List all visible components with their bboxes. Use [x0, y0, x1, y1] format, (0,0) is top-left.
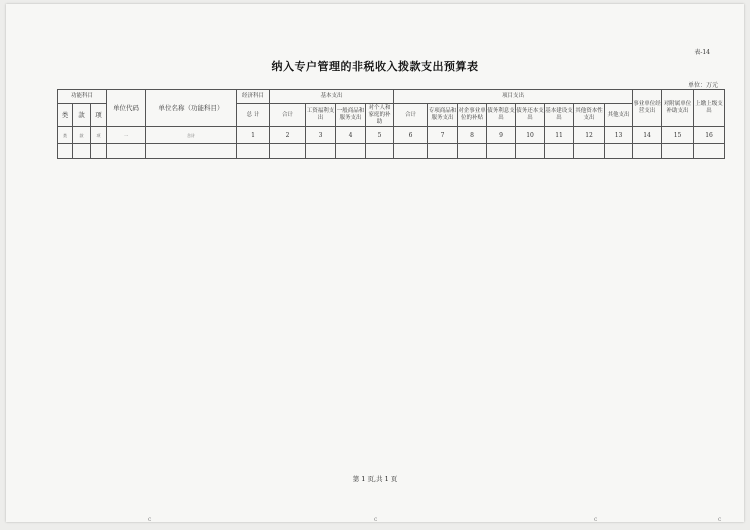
- project-col-interest: 债务利息支出: [487, 104, 516, 127]
- index-lei: 类: [58, 127, 73, 144]
- subject-code-header: 功能科目: [58, 90, 107, 104]
- empty-data-row: [58, 144, 725, 159]
- basic-expenditure-header: 基本支出: [270, 90, 394, 104]
- unit-label: 单位：万元: [687, 82, 718, 89]
- table-cell: [237, 144, 270, 159]
- column-number: 2: [270, 127, 306, 144]
- column-number: 14: [633, 127, 662, 144]
- column-number: 6: [394, 127, 428, 144]
- index-unit-code: 一: [107, 127, 146, 144]
- table-cell: [633, 144, 662, 159]
- column-number: 7: [428, 127, 458, 144]
- column-number: 11: [545, 127, 574, 144]
- column-number: 9: [487, 127, 516, 144]
- xiang-header: 项: [91, 104, 107, 127]
- page-title: 纳入专户管理的非税收入拨款支出预算表: [271, 60, 479, 73]
- index-xiang: 项: [91, 127, 107, 144]
- column-number: 3: [306, 127, 336, 144]
- table-cell: [487, 144, 516, 159]
- edge-mark: c: [718, 516, 722, 523]
- project-expenditure-header: 项目支出: [394, 90, 633, 104]
- table-cell: [394, 144, 428, 159]
- table-cell: [516, 144, 545, 159]
- project-col-other: 其他支出: [605, 104, 633, 127]
- column-number: 13: [605, 127, 633, 144]
- table-cell: [306, 144, 336, 159]
- table-cell: [91, 144, 107, 159]
- project-col-capital: 其他资本性支出: [574, 104, 605, 127]
- column-number: 1: [237, 127, 270, 144]
- document-page: [6, 4, 744, 522]
- column-number: 16: [694, 127, 725, 144]
- affiliated-units-header: 事业单位经营支出: [633, 90, 662, 127]
- budget-table: [57, 89, 725, 159]
- table-cell: [73, 144, 91, 159]
- table-cell: [270, 144, 306, 159]
- edge-mark: c: [374, 516, 378, 523]
- unit-code-header: 单位代码: [107, 90, 146, 127]
- basic-col-total: 合计: [270, 104, 306, 127]
- total-header: 总 计: [237, 104, 270, 127]
- table-cell: [146, 144, 237, 159]
- lei-header: 类: [58, 104, 73, 127]
- column-number: 5: [366, 127, 394, 144]
- table-cell: [107, 144, 146, 159]
- column-number: 12: [574, 127, 605, 144]
- table-cell: [458, 144, 487, 159]
- column-number: 15: [662, 127, 694, 144]
- table-cell: [605, 144, 633, 159]
- basic-col-goods: 一般商品和服务支出: [336, 104, 366, 127]
- index-unit-name: 合计: [146, 127, 237, 144]
- table-cell: [366, 144, 394, 159]
- edge-mark: c: [594, 516, 598, 523]
- table-cell: [662, 144, 694, 159]
- upper-remit-header: 上缴上级支出: [694, 90, 725, 127]
- column-number: 10: [516, 127, 545, 144]
- project-col-enterprise: 对企事业单位的补贴: [458, 104, 487, 127]
- table-cell: [545, 144, 574, 159]
- project-col-total: 合计: [394, 104, 428, 127]
- lower-subsidy-header: 对附属单位补助支出: [662, 90, 694, 127]
- project-col-construction: 基本建设支出: [545, 104, 574, 127]
- page-footer: 第 1 页,共 1 页: [352, 475, 398, 483]
- basic-col-personal: 对个人和家庭的补助: [366, 104, 394, 127]
- approved-subject-header: 经济科目: [237, 90, 270, 104]
- table-cell: [336, 144, 366, 159]
- table-cell: [58, 144, 73, 159]
- header-row-1: [58, 90, 725, 104]
- kuan-header: 款: [73, 104, 91, 127]
- table-cell: [428, 144, 458, 159]
- index-kuan: 款: [73, 127, 91, 144]
- index-row: [58, 127, 725, 144]
- column-number: 8: [458, 127, 487, 144]
- table-cell: [694, 144, 725, 159]
- form-number: 表-14: [694, 49, 710, 56]
- project-col-principal: 债务还本支出: [516, 104, 545, 127]
- table-cell: [574, 144, 605, 159]
- project-col-goods: 专项商品和服务支出: [428, 104, 458, 127]
- edge-mark: c: [148, 516, 152, 523]
- basic-col-wages: 工资福利支出: [306, 104, 336, 127]
- column-number: 4: [336, 127, 366, 144]
- unit-name-header: 单位名称（功能科目）: [146, 90, 237, 127]
